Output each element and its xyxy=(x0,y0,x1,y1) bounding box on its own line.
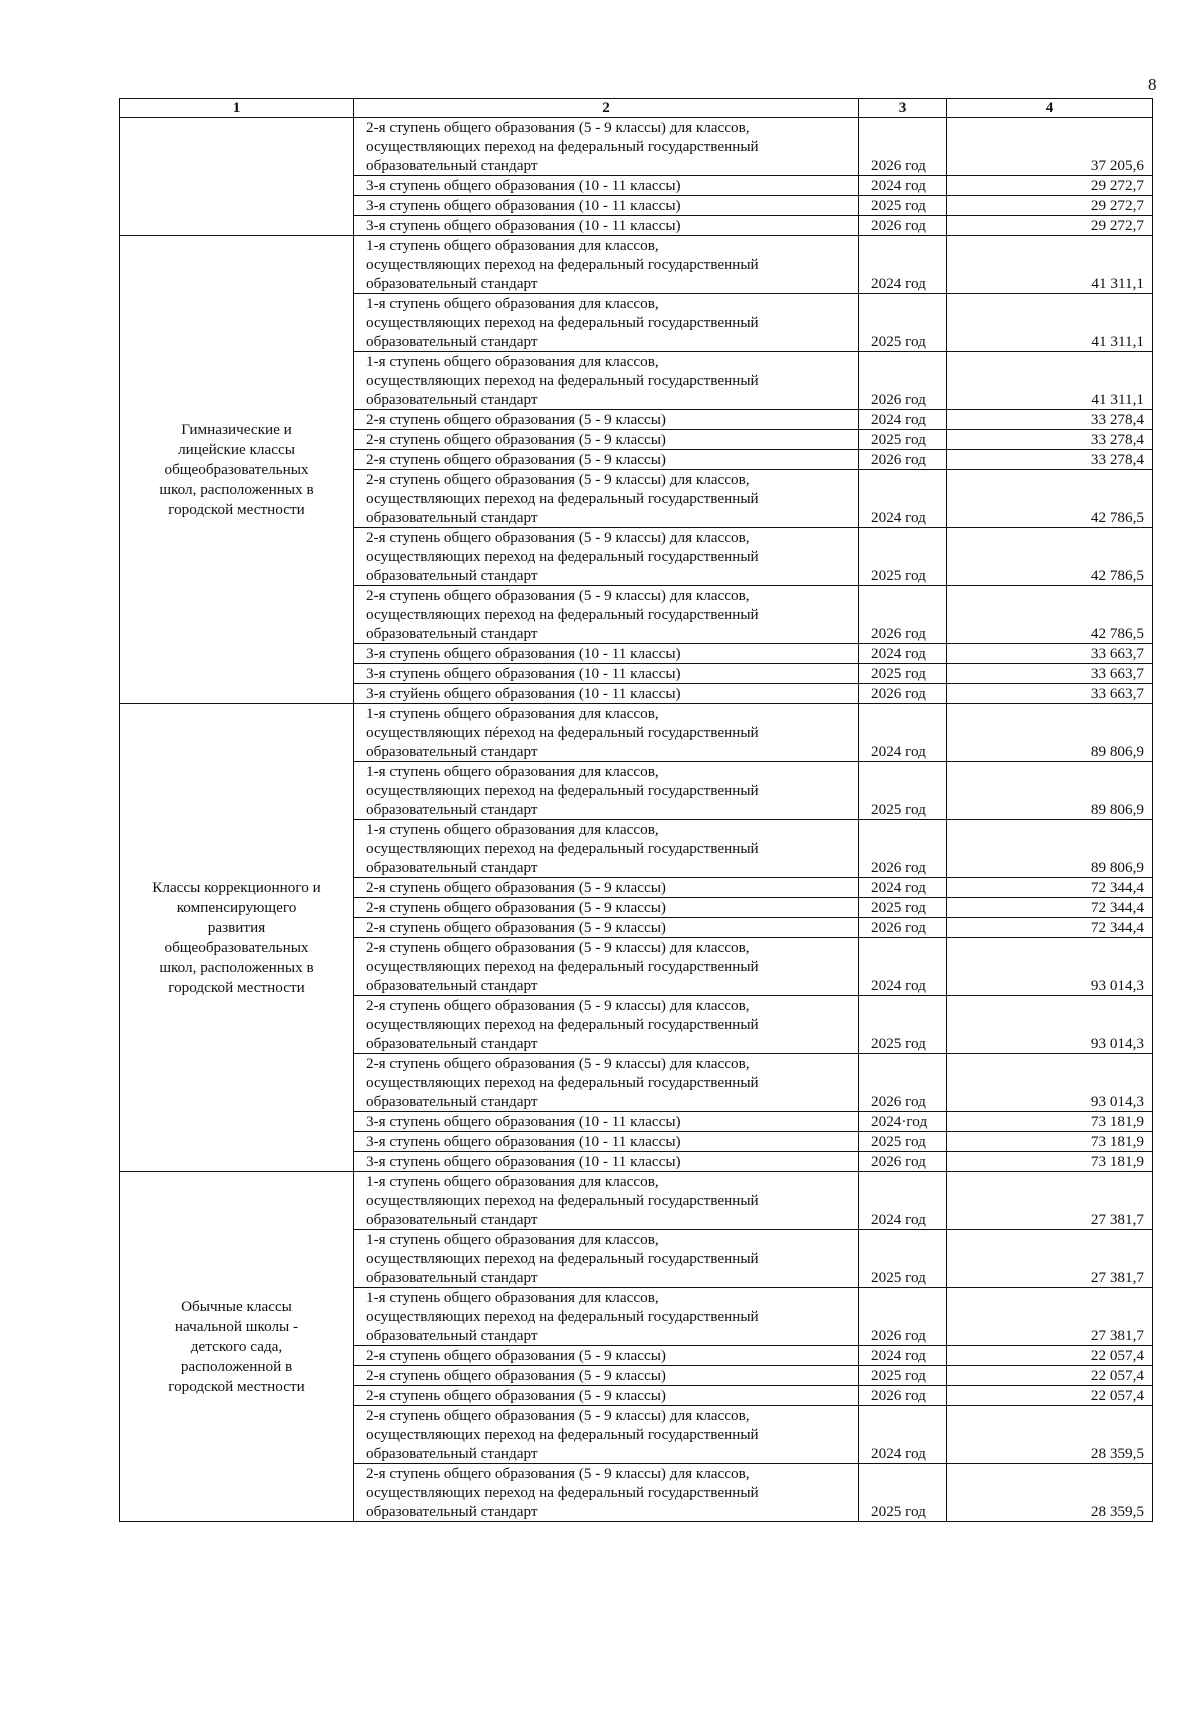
year-cell: 2026 год xyxy=(859,1386,947,1406)
value-cell: 27 381,7 xyxy=(947,1230,1153,1288)
education-level-cell: 2-я ступень общего образования (5 - 9 классы) для классов, осуществляющих переход на федеральный государственный образовательный стандарт xyxy=(354,938,859,996)
year-cell: 2025 год xyxy=(859,528,947,586)
education-level-cell: 3-я ступень общего образования (10 - 11 классы) xyxy=(354,216,859,236)
group-cell-continuation xyxy=(120,118,354,236)
education-level-cell: 3-я ступень общего образования (10 - 11 классы) xyxy=(354,1152,859,1172)
education-level-cell: 3-я ступень общего образования (10 - 11 классы) xyxy=(354,196,859,216)
education-level-cell: 2-я ступень общего образования (5 - 9 классы) xyxy=(354,898,859,918)
value-cell: 41 311,1 xyxy=(947,294,1153,352)
education-level-cell: 2-я ступень общего образования (5 - 9 классы) xyxy=(354,450,859,470)
education-level-cell: 1-я ступень общего образования для классов, осуществляющих переход на федеральный государственный образовательный стандарт xyxy=(354,762,859,820)
year-cell: 2025 год xyxy=(859,664,947,684)
year-cell: 2024·год xyxy=(859,1112,947,1132)
year-cell: 2024 год xyxy=(859,1172,947,1230)
value-cell: 89 806,9 xyxy=(947,762,1153,820)
table-row xyxy=(120,236,1153,294)
table-row xyxy=(120,1172,1153,1230)
value-cell: 42 786,5 xyxy=(947,528,1153,586)
year-cell: 2025 год xyxy=(859,1366,947,1386)
education-level-cell: 2-я ступень общего образования (5 - 9 классы) для классов, осуществляющих переход на федеральный государственный образовательный стандарт xyxy=(354,118,859,176)
value-cell: 22 057,4 xyxy=(947,1386,1153,1406)
education-level-cell: 2-я ступень общего образования (5 - 9 классы) xyxy=(354,1386,859,1406)
year-cell: 2026 год xyxy=(859,1152,947,1172)
value-cell: 42 786,5 xyxy=(947,470,1153,528)
education-level-cell: 2-я ступень общего образования (5 - 9 классы) для классов, осуществляющих переход на федеральный государственный образовательный стандарт xyxy=(354,996,859,1054)
year-cell: 2024 год xyxy=(859,470,947,528)
education-level-cell: 2-я ступень общего образования (5 - 9 классы) xyxy=(354,410,859,430)
value-cell: 73 181,9 xyxy=(947,1132,1153,1152)
value-cell: 73 181,9 xyxy=(947,1112,1153,1132)
education-level-cell: 1-я ступень общего образования для классов, осуществляющих переход на федеральный государственный образовательный стандарт xyxy=(354,1230,859,1288)
education-level-cell: 3-я ступень общего образования (10 - 11 классы) xyxy=(354,1112,859,1132)
year-cell: 2025 год xyxy=(859,996,947,1054)
education-level-cell: 1-я ступень общего образования для классов, осуществляющих переход на федеральный государственный образовательный стандарт xyxy=(354,1172,859,1230)
value-cell: 33 278,4 xyxy=(947,410,1153,430)
year-cell: 2024 год xyxy=(859,1406,947,1464)
education-level-cell: 2-я ступень общего образования (5 - 9 классы) для классов, осуществляющих переход на федеральный государственный образовательный стандарт xyxy=(354,1406,859,1464)
year-cell: 2024 год xyxy=(859,1346,947,1366)
year-cell: 2026 год xyxy=(859,118,947,176)
value-cell: 37 205,6 xyxy=(947,118,1153,176)
value-cell: 27 381,7 xyxy=(947,1288,1153,1346)
value-cell: 93 014,3 xyxy=(947,938,1153,996)
value-cell: 89 806,9 xyxy=(947,704,1153,762)
value-cell: 93 014,3 xyxy=(947,996,1153,1054)
year-cell: 2025 год xyxy=(859,196,947,216)
year-cell: 2026 год xyxy=(859,820,947,878)
value-cell: 29 272,7 xyxy=(947,196,1153,216)
education-level-cell: 1-я ступень общего образования для классов, осуществляющих пéреход на федеральный государственный образовательный стандарт xyxy=(354,704,859,762)
value-cell: 72 344,4 xyxy=(947,918,1153,938)
year-cell: 2025 год xyxy=(859,294,947,352)
education-level-cell: 2-я ступень общего образования (5 - 9 классы) xyxy=(354,878,859,898)
value-cell: 33 663,7 xyxy=(947,684,1153,704)
year-cell: 2025 год xyxy=(859,762,947,820)
value-cell: 28 359,5 xyxy=(947,1464,1153,1522)
value-cell: 22 057,4 xyxy=(947,1346,1153,1366)
value-cell: 33 278,4 xyxy=(947,430,1153,450)
education-level-cell: 1-я ступень общего образования для классов, осуществляющих переход на федеральный государственный образовательный стандарт xyxy=(354,236,859,294)
education-level-cell: 2-я ступень общего образования (5 - 9 классы) для классов, осуществляющих переход на федеральный государственный образовательный стандарт xyxy=(354,586,859,644)
value-cell: 41 311,1 xyxy=(947,236,1153,294)
group-cell-correctional: Классы коррекционного и компенсирующего развития общеобразовательных школ, расположенных в городской местности xyxy=(120,704,354,1172)
value-cell: 89 806,9 xyxy=(947,820,1153,878)
education-level-cell: 2-я ступень общего образования (5 - 9 классы) для классов, осуществляющих переход на федеральный государственный образовательный стандарт xyxy=(354,470,859,528)
value-cell: 73 181,9 xyxy=(947,1152,1153,1172)
value-cell: 72 344,4 xyxy=(947,878,1153,898)
table-row xyxy=(120,704,1153,762)
year-cell: 2026 год xyxy=(859,684,947,704)
education-level-cell: 1-я ступень общего образования для классов, осуществляющих переход на федеральный государственный образовательный стандарт xyxy=(354,294,859,352)
education-level-cell: 1-я ступень общего образования для классов, осуществляющих переход на федеральный государственный образовательный стандарт xyxy=(354,820,859,878)
header-cell-3: 3 xyxy=(859,99,947,118)
value-cell: 22 057,4 xyxy=(947,1366,1153,1386)
value-cell: 28 359,5 xyxy=(947,1406,1153,1464)
header-row xyxy=(120,99,1153,118)
year-cell: 2026 год xyxy=(859,1054,947,1112)
education-level-cell: 3-я ступень общего образования (10 - 11 классы) xyxy=(354,644,859,664)
year-cell: 2024 год xyxy=(859,878,947,898)
year-cell: 2024 год xyxy=(859,410,947,430)
year-cell: 2025 год xyxy=(859,430,947,450)
value-cell: 27 381,7 xyxy=(947,1172,1153,1230)
year-cell: 2026 год xyxy=(859,216,947,236)
year-cell: 2026 год xyxy=(859,586,947,644)
education-level-cell: 1-я ступень общего образования для классов, осуществляющих переход на федеральный государственный образовательный стандарт xyxy=(354,352,859,410)
education-level-cell: 3-я стуйень общего образования (10 - 11 классы) xyxy=(354,684,859,704)
year-cell: 2025 год xyxy=(859,1464,947,1522)
year-cell: 2026 год xyxy=(859,918,947,938)
year-cell: 2026 год xyxy=(859,450,947,470)
header-cell-4: 4 xyxy=(947,99,1153,118)
education-level-cell: 2-я ступень общего образования (5 - 9 классы) для классов, осуществляющих переход на федеральный государственный образовательный стандарт xyxy=(354,528,859,586)
value-cell: 72 344,4 xyxy=(947,898,1153,918)
value-cell: 29 272,7 xyxy=(947,216,1153,236)
header-cell-1: 1 xyxy=(120,99,354,118)
year-cell: 2025 год xyxy=(859,898,947,918)
year-cell: 2026 год xyxy=(859,352,947,410)
value-cell: 41 311,1 xyxy=(947,352,1153,410)
value-cell: 33 663,7 xyxy=(947,664,1153,684)
header-cell-2: 2 xyxy=(354,99,859,118)
education-level-cell: 3-я ступень общего образования (10 - 11 классы) xyxy=(354,1132,859,1152)
year-cell: 2025 год xyxy=(859,1132,947,1152)
education-level-cell: 2-я ступень общего образования (5 - 9 классы) для классов, осуществляющих переход на федеральный государственный образовательный стандарт xyxy=(354,1054,859,1112)
education-level-cell: 1-я ступень общего образования для классов, осуществляющих переход на федеральный государственный образовательный стандарт xyxy=(354,1288,859,1346)
standards-table xyxy=(119,98,1153,1522)
page-number: 8 xyxy=(1148,75,1157,94)
year-cell: 2025 год xyxy=(859,1230,947,1288)
table-row xyxy=(120,118,1153,176)
education-level-cell: 2-я ступень общего образования (5 - 9 классы) xyxy=(354,430,859,450)
group-cell-primary-kindergarten: Обычные классы начальной школы - детского сада, расположенной в городской местности xyxy=(120,1172,354,1522)
education-level-cell: 3-я ступень общего образования (10 - 11 классы) xyxy=(354,176,859,196)
year-cell: 2024 год xyxy=(859,176,947,196)
value-cell: 93 014,3 xyxy=(947,1054,1153,1112)
value-cell: 33 663,7 xyxy=(947,644,1153,664)
value-cell: 42 786,5 xyxy=(947,586,1153,644)
education-level-cell: 2-я ступень общего образования (5 - 9 классы) xyxy=(354,918,859,938)
group-cell-gymnasium: Гимназические и лицейские классы общеобразовательных школ, расположенных в городской местности xyxy=(120,236,354,704)
education-level-cell: 3-я ступень общего образования (10 - 11 классы) xyxy=(354,664,859,684)
value-cell: 33 278,4 xyxy=(947,450,1153,470)
year-cell: 2024 год xyxy=(859,704,947,762)
year-cell: 2026 год xyxy=(859,1288,947,1346)
year-cell: 2024 год xyxy=(859,236,947,294)
value-cell: 29 272,7 xyxy=(947,176,1153,196)
education-level-cell: 2-я ступень общего образования (5 - 9 классы) для классов, осуществляющих переход на федеральный государственный образовательный стандарт xyxy=(354,1464,859,1522)
education-level-cell: 2-я ступень общего образования (5 - 9 классы) xyxy=(354,1346,859,1366)
year-cell: 2024 год xyxy=(859,644,947,664)
year-cell: 2024 год xyxy=(859,938,947,996)
education-level-cell: 2-я ступень общего образования (5 - 9 классы) xyxy=(354,1366,859,1386)
